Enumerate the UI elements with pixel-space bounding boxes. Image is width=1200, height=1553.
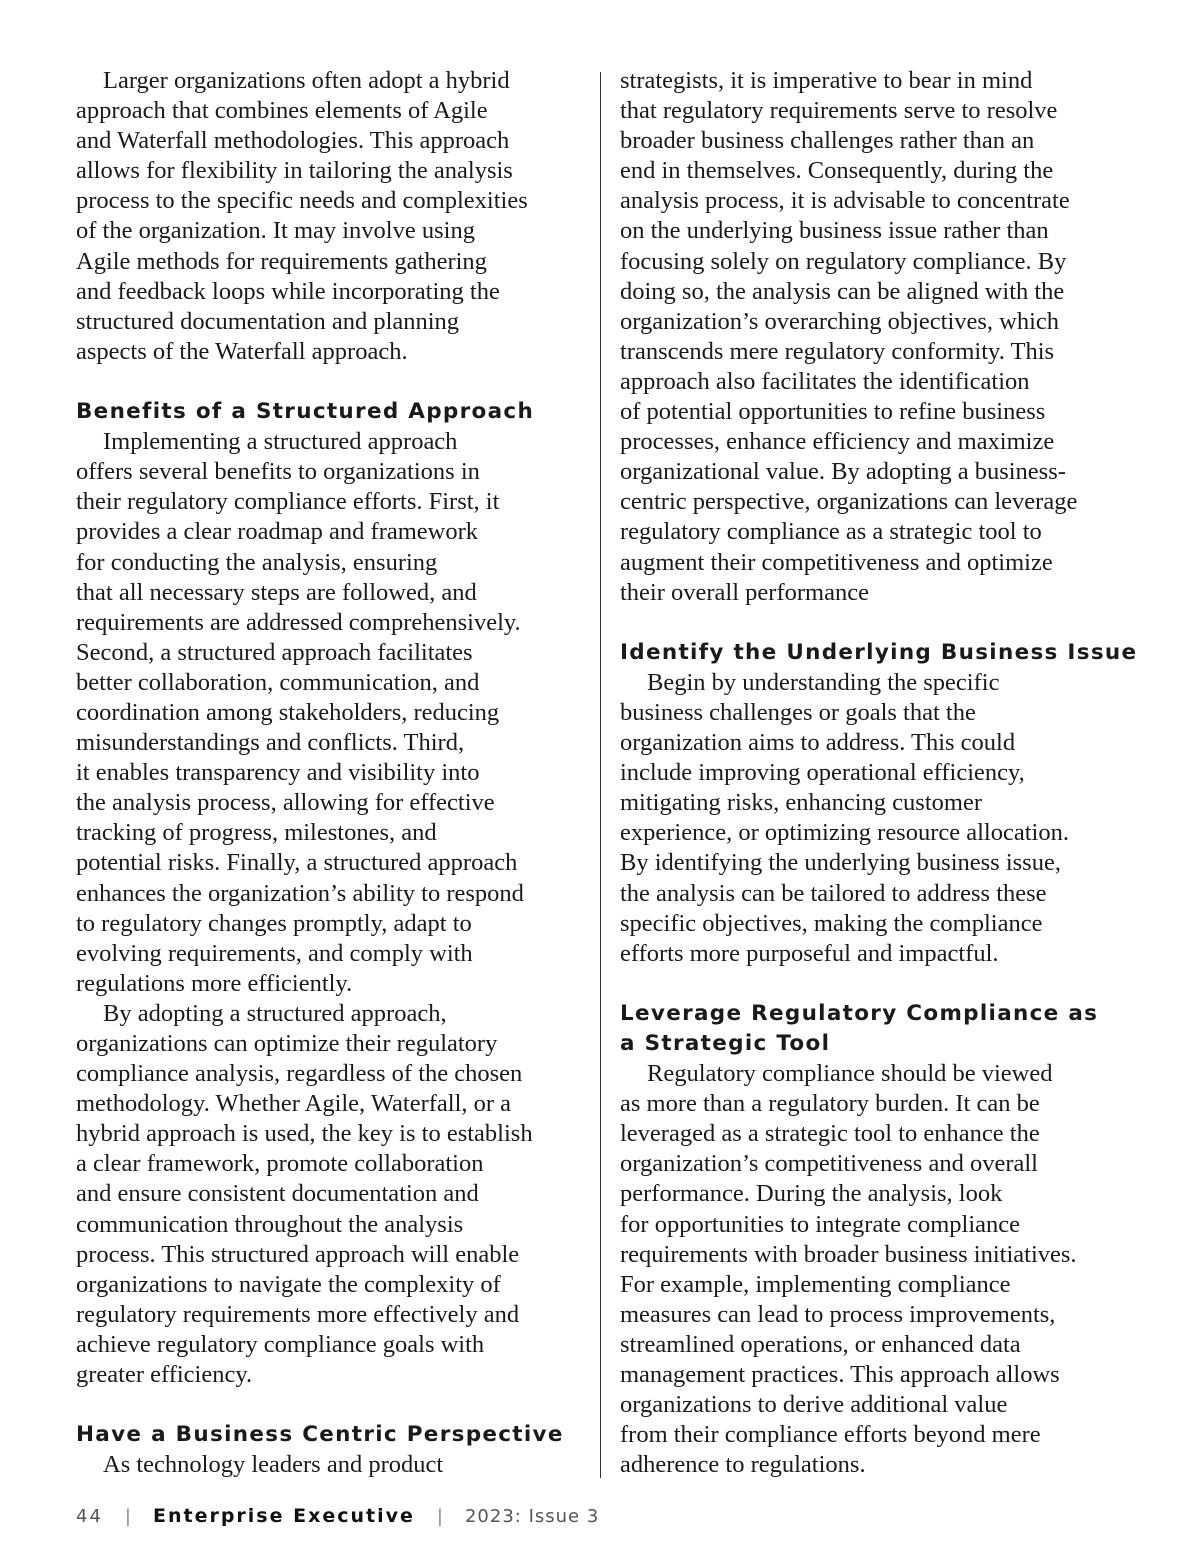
- text-line: analysis process, it is advisable to concentrate: [620, 187, 1070, 215]
- text-line: centric perspective, organizations can leverage: [620, 488, 1078, 516]
- text-line: organizations to derive additional value: [620, 1391, 1008, 1419]
- text-line: a clear framework, promote collaboration: [76, 1150, 484, 1178]
- magazine-title: Enterprise Executive: [152, 1505, 415, 1527]
- text-line: doing so, the analysis can be aligned with the: [620, 277, 1065, 305]
- section-heading-leverage-line: a Strategic Tool: [620, 1031, 831, 1056]
- text-line: strategists, it is imperative to bear in mind: [620, 67, 1033, 94]
- section-heading-business-centric: Have a Business Centric Perspective: [76, 1422, 564, 1448]
- text-line: tracking of progress, milestones, and: [76, 819, 437, 847]
- paragraph-adopting-structured: [76, 999, 586, 1390]
- text-line: coordination among stakeholders, reducing: [76, 698, 500, 726]
- text-line: Begin by understanding the specific: [647, 668, 1000, 696]
- text-line: organization’s competitiveness and overall: [620, 1150, 1038, 1178]
- text-line: measures can lead to process improvements,: [620, 1300, 1056, 1328]
- text-line: allows for flexibility in tailoring the analysis: [76, 157, 513, 185]
- text-line: include improving operational efficiency,: [620, 759, 1025, 787]
- text-line: of the organization. It may involve using: [76, 217, 475, 245]
- text-line: augment their competitiveness and optimize: [620, 548, 1053, 576]
- text-line: leveraged as a strategic tool to enhance the: [620, 1120, 1040, 1148]
- paragraph-strategists: [620, 66, 1160, 608]
- text-line: that regulatory requirements serve to resolve: [620, 97, 1058, 125]
- text-line: from their compliance efforts beyond mere: [620, 1421, 1041, 1449]
- text-line: and feedback loops while incorporating the: [76, 277, 500, 305]
- text-line: the analysis process, allowing for effective: [76, 789, 495, 817]
- text-line: evolving requirements, and comply with: [76, 939, 473, 967]
- text-line: experience, or optimizing resource allocation.: [620, 819, 1069, 847]
- footer-separator: |: [124, 1505, 131, 1527]
- text-line: offers several benefits to organizations in: [76, 458, 480, 486]
- text-line: requirements are addressed comprehensively.: [76, 608, 521, 636]
- text-line: efforts more purposeful and impactful.: [620, 939, 999, 967]
- text-line: it enables transparency and visibility into: [76, 759, 480, 787]
- text-line: Regulatory compliance should be viewed: [647, 1060, 1053, 1088]
- footer-separator: |: [436, 1505, 443, 1527]
- text-line: that all necessary steps are followed, and: [76, 578, 477, 606]
- text-line: on the underlying business issue rather than: [620, 217, 1049, 245]
- text-line: Larger organizations often adopt a hybrid: [103, 67, 510, 94]
- text-line: organizations can optimize their regulatory: [76, 1030, 498, 1057]
- text-line: for opportunities to integrate compliance: [620, 1210, 1021, 1238]
- paragraph-benefits: [76, 427, 586, 999]
- text-line: As technology leaders and product: [103, 1451, 444, 1479]
- text-line: organization’s overarching objectives, which: [620, 307, 1060, 335]
- text-line: broader business challenges rather than an: [620, 127, 1035, 155]
- text-line: methodology. Whether Agile, Waterfall, or a: [76, 1090, 512, 1118]
- section-heading-leverage-line: Leverage Regulatory Compliance as: [620, 1000, 1099, 1026]
- text-line: regulations more efficiently.: [76, 969, 353, 997]
- paragraph-hybrid-approach: [76, 66, 586, 367]
- paragraph-leverage: [620, 1059, 1160, 1480]
- text-line: mitigating risks, enhancing customer: [620, 789, 982, 817]
- text-line: specific objectives, making the compliance: [620, 909, 1043, 937]
- right-column: [620, 66, 1160, 1480]
- text-line: process. This structured approach will enable: [76, 1240, 520, 1268]
- paragraph-technology-leaders: [76, 1450, 586, 1480]
- text-line: for conducting the analysis, ensuring: [76, 548, 438, 576]
- text-line: the analysis can be tailored to address these: [620, 879, 1047, 907]
- text-line: greater efficiency.: [76, 1361, 253, 1389]
- page-footer: [76, 1505, 599, 1527]
- text-line: performance. During the analysis, look: [620, 1180, 1003, 1208]
- text-line: process to the specific needs and complexities: [76, 187, 528, 215]
- text-line: better collaboration, communication, and: [76, 668, 480, 696]
- issue-label: 2023: Issue 3: [464, 1505, 600, 1527]
- text-line: By adopting a structured approach,: [103, 999, 447, 1027]
- text-line: structured documentation and planning: [76, 307, 460, 335]
- text-line: as more than a regulatory burden. It can be: [620, 1090, 1040, 1118]
- text-line: and ensure consistent documentation and: [76, 1180, 479, 1208]
- text-line: communication throughout the analysis: [76, 1210, 464, 1238]
- text-line: business challenges or goals that the: [620, 698, 976, 726]
- text-line: organization aims to address. This could: [620, 729, 1016, 757]
- page-number: 44: [76, 1505, 103, 1527]
- text-line: to regulatory changes promptly, adapt to: [76, 909, 472, 937]
- text-line: By identifying the underlying business issue,: [620, 849, 1061, 877]
- text-line: processes, enhance efficiency and maximize: [620, 428, 1055, 456]
- text-line: management practices. This approach allows: [620, 1361, 1060, 1389]
- section-heading-benefits: Benefits of a Structured Approach: [76, 399, 535, 425]
- text-line: hybrid approach is used, the key is to establish: [76, 1120, 533, 1148]
- column-divider: [600, 72, 601, 1478]
- section-heading-underlying-issue: Identify the Underlying Business Issue: [620, 639, 1138, 665]
- text-line: regulatory compliance as a strategic tool to: [620, 518, 1042, 546]
- paragraph-underlying-issue: [620, 668, 1160, 969]
- text-line: For example, implementing compliance: [620, 1270, 1011, 1298]
- text-line: aspects of the Waterfall approach.: [76, 337, 408, 365]
- text-line: streamlined operations, or enhanced data: [620, 1330, 1021, 1358]
- text-line: regulatory requirements more effectively and: [76, 1300, 520, 1328]
- text-line: focusing solely on regulatory compliance. By: [620, 247, 1067, 275]
- text-line: Second, a structured approach facilitates: [76, 638, 473, 666]
- text-line: of potential opportunities to refine business: [620, 398, 1046, 426]
- text-line: their regulatory compliance efforts. First, it: [76, 488, 500, 516]
- text-line: adherence to regulations.: [620, 1451, 866, 1479]
- text-line: provides a clear roadmap and framework: [76, 518, 479, 546]
- text-line: transcends mere regulatory conformity. This: [620, 337, 1055, 365]
- section-heading-leverage: [620, 999, 1160, 1059]
- text-line: approach also facilitates the identification: [620, 367, 1030, 395]
- text-line: misunderstandings and conflicts. Third,: [76, 729, 465, 757]
- text-line: their overall performance: [620, 578, 869, 606]
- text-line: compliance analysis, regardless of the chosen: [76, 1060, 523, 1088]
- left-column: [76, 66, 586, 1480]
- text-line: organizations to navigate the complexity of: [76, 1270, 501, 1298]
- text-line: approach that combines elements of Agile: [76, 97, 488, 125]
- text-line: Agile methods for requirements gathering: [76, 247, 487, 275]
- text-line: achieve regulatory compliance goals with: [76, 1330, 485, 1358]
- text-line: end in themselves. Consequently, during the: [620, 157, 1054, 185]
- text-line: potential risks. Finally, a structured approach: [76, 849, 518, 877]
- text-line: enhances the organization’s ability to respond: [76, 879, 524, 907]
- text-line: Implementing a structured approach: [103, 428, 458, 456]
- text-line: requirements with broader business initiatives.: [620, 1240, 1077, 1268]
- text-line: organizational value. By adopting a business-: [620, 458, 1066, 486]
- text-line: and Waterfall methodologies. This approach: [76, 127, 510, 155]
